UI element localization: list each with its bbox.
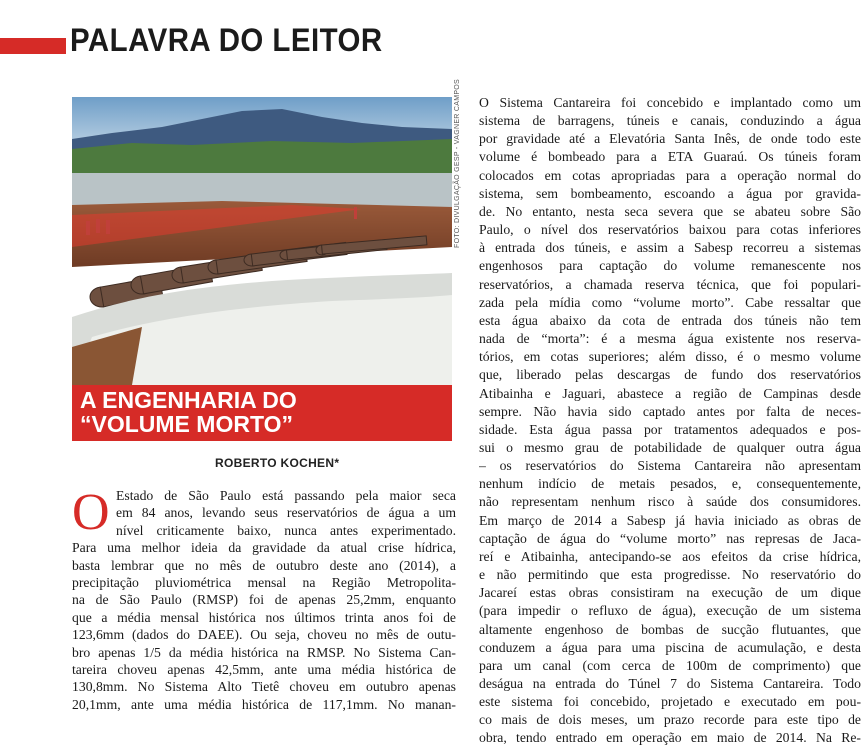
- body-line: conduzem a água para uma piscina de acumulação, e desta: [479, 639, 861, 655]
- body-line: reservatórios, a chamada reserva técnica, que foi populari-: [479, 276, 861, 292]
- body-line: volume é bombeado para a ETA Guaraú. Os túneis foram: [479, 149, 861, 165]
- body-line: engenhosos para captação do volume remanescente nos: [479, 258, 861, 274]
- body-line: sempre. Não havia sido captado antes por falta de neces-: [479, 403, 861, 419]
- body-line: esta água abaixo da cota de entrada dos túneis não tem: [479, 312, 861, 328]
- body-line: zada pela mídia como “volume morto”. Cabe ressaltar que: [479, 294, 861, 310]
- body-line: este sistema foi concebido, projetado e executado em pou-: [479, 694, 861, 710]
- body-line: basta lembrar que no mês de outubro deste ano (2014), a: [72, 557, 456, 573]
- section-accent-bar: [0, 38, 66, 54]
- reservoir-photo-illustration: [72, 97, 452, 385]
- body-line: reí e Atibainha, antecipando-se aos efeitos da crise hídrica,: [479, 548, 861, 564]
- body-line: Jacareí estas obras consistiram na execução de um dique: [479, 585, 861, 601]
- body-line: sidade. Esta água passa por tratamentos adequados e pos-: [479, 421, 861, 437]
- body-line: colocados em cotas apropriadas para a operação normal do: [479, 167, 861, 183]
- body-line: de. No entanto, nesta seca severa que se abateu sobre São: [479, 203, 861, 219]
- body-line: sistema de barragens, túneis e canais, conduzindo a água: [479, 113, 861, 129]
- drop-cap: O: [72, 484, 110, 541]
- body-line: 20,1mm, ante uma média histórica de 117,1mm. No manan-: [72, 696, 456, 712]
- body-line: deságua na entrada do Túnel 7 do Sistema Cantareira. Todo: [479, 676, 861, 691]
- body-line: 123,6mm (dados do DAEE). Ou seja, choveu no mês de outu-: [72, 627, 456, 643]
- body-line: captação de água do “volume morto” nas represas de Jaca-: [479, 530, 861, 546]
- body-line: Em março de 2014 a Sabesp já havia iniciado as obras de: [479, 512, 861, 528]
- body-line: obra, tendo entrado em operação em maio de 2014. Na Re-: [479, 730, 861, 746]
- body-line: co mais de dois meses, um prazo recorde para este tipo de: [479, 712, 861, 728]
- body-line: na de São Paulo (RMSP) foi de apenas 25,2mm, enquanto: [72, 592, 456, 608]
- body-line: nenhum indício de metais pesados, e, consequentemente,: [479, 476, 861, 492]
- body-line: em 84 anos, levando seus reservatórios de água a um: [116, 505, 456, 521]
- body-line: nada de “morta”: é a mesma água existente nos reserva-: [479, 331, 861, 347]
- body-line: que, liberado pelas descargas de fundo dos reservatórios: [479, 367, 861, 383]
- body-line: Para uma melhor ideia da gravidade da atual crise hídrica,: [72, 540, 456, 556]
- article-column-left: [72, 484, 456, 713]
- article-headline: [72, 385, 452, 441]
- body-line: Paulo, o nível dos reservatórios baixou para cotas inferiores: [479, 222, 861, 238]
- body-line: Atibainha e Jaguari, abastece a região de Campinas desde: [479, 385, 861, 401]
- body-line: bro apenas 1/5 da média histórica na RMSP. No Sistema Can-: [72, 644, 456, 660]
- body-line: não representam nenhum risco à saúde dos consumidores.: [479, 494, 861, 510]
- body-line: (para impedir o refluxo de água), execução de um sistema: [479, 603, 861, 619]
- headline-line-1: A ENGENHARIA DO: [80, 387, 297, 413]
- body-line: sui o mesmo grau de potabilidade de qualquer outra água: [479, 439, 861, 455]
- section-title: PALAVRA DO LEITOR: [70, 22, 383, 58]
- headline-line-2: “VOLUME MORTO”: [80, 411, 293, 437]
- body-line: altamente engenhoso de bombas de sucção flutuantes, que: [479, 621, 861, 637]
- body-line: por gravidade até a Elevatória Santa Inês, de onde todo este: [479, 131, 861, 147]
- article-author: ROBERTO KOCHEN*: [215, 456, 340, 470]
- photo-credit: FOTO: DIVULGAÇÃO GESP - VAGNER CAMPOS: [454, 78, 461, 248]
- body-line: O Sistema Cantareira foi concebido e implantado como um: [479, 95, 861, 110]
- article-column-right: [479, 94, 861, 748]
- body-line: nível criticamente baixo, nunca antes experimentado.: [116, 522, 456, 538]
- body-line: tareira choveu apenas 42,5mm, ante uma média histórica de: [72, 662, 456, 678]
- body-line: que a média mensal histórica nos últimos trinta anos foi de: [72, 609, 456, 625]
- body-line: sistema, sem bombeamento, escoando a água por gravida-: [479, 185, 861, 201]
- reservoir-photo: [72, 97, 452, 385]
- body-line: tórios, em cotas superiores; além disso, é o mesmo volume: [479, 349, 861, 365]
- body-line: 130,8mm. No Sistema Alto Tietê choveu em outubro apenas: [72, 679, 456, 695]
- body-line: à entrada dos túneis, e assim a Sabesp recorreu a sistemas: [479, 240, 861, 256]
- body-line: para um canal (com cerca de 100m de comprimento) que: [479, 657, 861, 673]
- body-line: – os reservatórios do Sistema Cantareira não apresentam: [479, 458, 861, 474]
- body-line: precipitação pluviométrica mensal na Região Metropolita-: [72, 575, 456, 591]
- body-line: Estado de São Paulo está passando pela maior seca: [116, 488, 456, 503]
- body-line: e não permitindo que esta progredisse. No reservatório do: [479, 567, 861, 583]
